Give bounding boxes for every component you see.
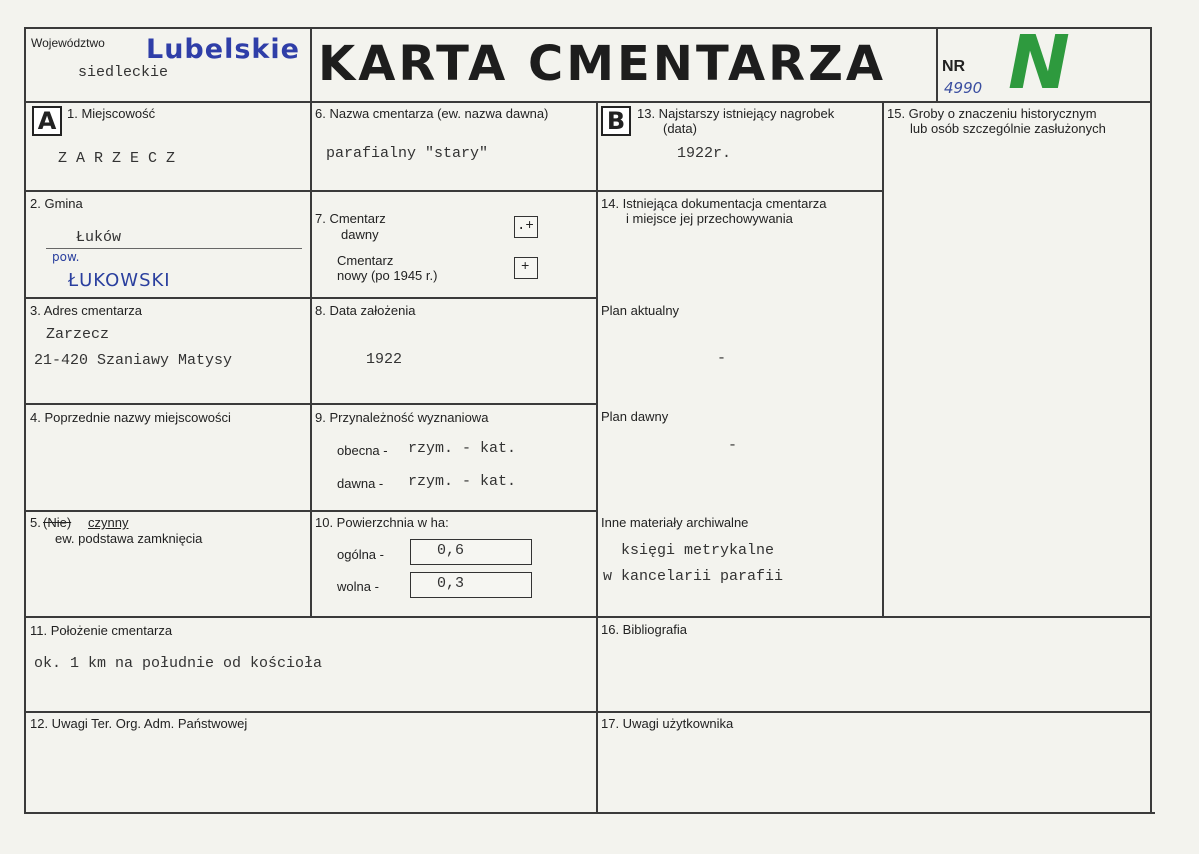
inne-line2: w kancelarii parafii	[603, 568, 784, 585]
field-13-value: 1922r.	[677, 145, 732, 162]
nr-value: 4990	[944, 79, 983, 97]
plan-dawny-value: -	[728, 437, 738, 454]
field-9-dawna-label: dawna -	[337, 476, 384, 491]
card-title: KARTA CMENTARZA	[318, 36, 887, 92]
field-7-dawny-mark: .+	[517, 218, 534, 234]
field-5-prefix: 5.	[30, 515, 41, 530]
field-2-pow-value: ŁUKOWSKI	[68, 270, 171, 291]
field-2-underline	[46, 248, 302, 249]
field-10-label: 10. Powierzchnia w ha:	[315, 515, 449, 530]
field-15-label-2: lub osób szczególnie zasłużonych	[910, 121, 1106, 136]
field-13-label-2: (data)	[663, 121, 697, 136]
col-divider-3	[882, 101, 884, 618]
field-16-label: 16. Bibliografia	[601, 622, 687, 637]
inne-line1: księgi metrykalne	[621, 542, 775, 559]
field-9-dawna-value: rzym. - kat.	[408, 473, 517, 490]
row-rule-b14	[596, 190, 884, 192]
field-15-label-1: 15. Groby o znaczeniu historycznym	[887, 106, 1097, 121]
field-10-wolna-value: 0,3	[437, 575, 465, 592]
field-14-label-1: 14. Istniejąca dokumentacja cmentarza	[601, 196, 827, 211]
field-8-label: 8. Data założenia	[315, 303, 416, 318]
field-5-label: czynny	[88, 515, 129, 530]
frame-top	[24, 27, 1151, 29]
row-rule-2	[24, 297, 598, 299]
field-3-line2: 21-420 Szaniawy Matysy	[34, 352, 233, 369]
header-divider-2	[936, 27, 938, 103]
field-17-label: 17. Uwagi użytkownika	[601, 716, 734, 731]
row-rule-3	[24, 403, 598, 405]
field-6-value: parafialny "stary"	[326, 145, 489, 162]
voivodeship-label: Województwo	[31, 36, 105, 50]
row-rule-1	[24, 190, 598, 192]
field-2-pow-label: pow.	[52, 250, 80, 264]
field-7-dawny-checkbox[interactable]	[514, 216, 538, 238]
section-a-letter: A	[32, 106, 62, 136]
field-1-value: Z A R Z E C Z	[58, 150, 176, 167]
field-2-label: 2. Gmina	[30, 196, 83, 211]
field-7-nowy-line2: nowy (po 1945 r.)	[337, 268, 438, 283]
field-7-label: 7. Cmentarz	[315, 211, 386, 226]
section-b-letter: B	[601, 106, 631, 136]
field-2-value: Łuków	[76, 229, 122, 246]
col-divider-2	[596, 101, 598, 814]
field-9-obecna-label: obecna -	[337, 443, 388, 458]
row-rule-6	[24, 711, 1152, 713]
field-7-nowy-line1: Cmentarz	[337, 253, 394, 268]
field-6-label: 6. Nazwa cmentarza (ew. nazwa dawna)	[315, 106, 549, 121]
frame-right	[1150, 27, 1152, 814]
field-13-label-1: 13. Najstarszy istniejący nagrobek	[637, 106, 835, 121]
row-rule-5	[24, 616, 1152, 618]
row-rule-4	[24, 510, 598, 512]
plan-aktualny-label: Plan aktualny	[601, 303, 680, 318]
inne-label: Inne materiały archiwalne	[601, 515, 749, 530]
field-10-ogolna-value: 0,6	[437, 542, 465, 559]
field-3-label: 3. Adres cmentarza	[30, 303, 142, 318]
header-divider-1	[310, 27, 312, 103]
field-9-label: 9. Przynależność wyznaniowa	[315, 410, 489, 425]
field-8-value: 1922	[366, 351, 403, 368]
frame-left	[24, 27, 26, 814]
field-10-wolna-label: wolna -	[337, 579, 379, 594]
field-3-line1: Zarzecz	[46, 326, 110, 343]
voivodeship-value: Lubelskie	[146, 34, 300, 65]
field-5-sub: ew. podstawa zamknięcia	[55, 531, 203, 546]
field-12-label: 12. Uwagi Ter. Org. Adm. Państwowej	[30, 716, 248, 731]
field-9-obecna-value: rzym. - kat.	[408, 440, 517, 457]
field-7-nowy-mark: +	[521, 259, 530, 275]
field-11-label: 11. Położenie cmentarza	[30, 623, 173, 638]
frame-bottom	[24, 812, 1155, 814]
nr-mark: N	[1008, 20, 1070, 106]
plan-aktualny-value: -	[717, 350, 727, 367]
voivodeship-old: siedleckie	[78, 64, 169, 81]
field-10-wolna-box[interactable]	[410, 572, 532, 598]
field-11-value: ok. 1 km na południe od kościoła	[34, 655, 323, 672]
field-10-ogolna-box[interactable]	[410, 539, 532, 565]
field-7-nowy-checkbox[interactable]	[514, 257, 538, 279]
field-4-label: 4. Poprzednie nazwy miejscowości	[30, 410, 231, 425]
field-7-dawny: dawny	[341, 227, 379, 242]
col-divider-1	[310, 101, 312, 618]
nr-label: NR	[942, 58, 966, 75]
field-14-label-2: i miejsce jej przechowywania	[626, 211, 793, 226]
field-5-struck: (Nie)	[43, 515, 72, 530]
header-bottom	[24, 101, 1152, 103]
field-10-ogolna-label: ogólna -	[337, 547, 384, 562]
field-1-label: 1. Miejscowość	[67, 106, 156, 121]
plan-dawny-label: Plan dawny	[601, 409, 669, 424]
